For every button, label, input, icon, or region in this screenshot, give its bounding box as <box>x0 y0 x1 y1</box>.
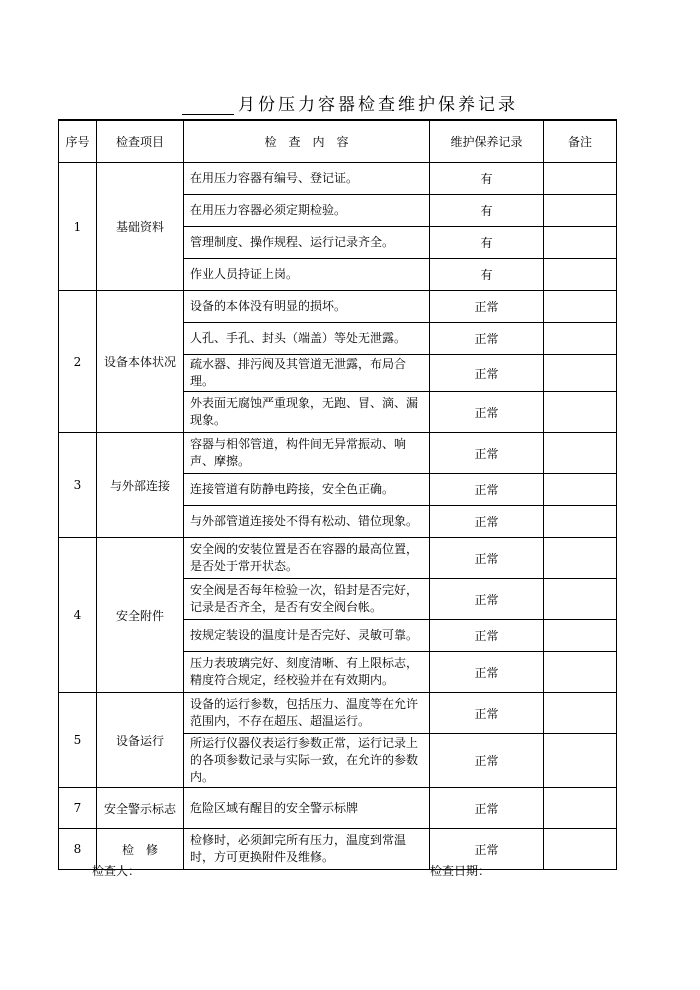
inspector-label: 检查人： <box>92 864 141 878</box>
remark-cell <box>544 291 617 323</box>
month-blank <box>182 97 234 115</box>
seq-cell: 2 <box>59 291 97 433</box>
table-header-row <box>59 120 617 163</box>
content-cell: 设备的本体没有明显的损坏。 <box>184 291 430 323</box>
seq-cell: 4 <box>59 538 97 693</box>
content-cell: 在用压力容器有编号、登记证。 <box>184 163 430 195</box>
record-cell: 有 <box>430 259 544 291</box>
record-cell: 正常 <box>430 829 544 870</box>
remark-cell <box>544 433 617 474</box>
table-row <box>59 693 617 734</box>
record-cell: 正常 <box>430 538 544 579</box>
record-cell: 正常 <box>430 734 544 788</box>
record-cell: 正常 <box>430 355 544 392</box>
record-cell: 正常 <box>430 323 544 355</box>
record-cell: 正常 <box>430 474 544 506</box>
table-row <box>59 163 617 195</box>
remark-cell <box>544 652 617 693</box>
table-row <box>59 788 617 829</box>
record-cell: 正常 <box>430 652 544 693</box>
content-cell: 连接管道有防静电跨接，安全色正确。 <box>184 474 430 506</box>
content-cell: 按规定装设的温度计是否完好、灵敏可靠。 <box>184 620 430 652</box>
category-cell: 检 修 <box>97 829 184 870</box>
record-cell: 正常 <box>430 392 544 433</box>
header-remark: 备注 <box>544 120 617 163</box>
remark-cell <box>544 474 617 506</box>
remark-cell <box>544 195 617 227</box>
record-cell: 有 <box>430 163 544 195</box>
seq-cell: 5 <box>59 693 97 788</box>
record-cell: 正常 <box>430 579 544 620</box>
remark-cell <box>544 259 617 291</box>
category-cell: 基础资料 <box>97 163 184 291</box>
table-row <box>59 433 617 474</box>
record-cell: 正常 <box>430 506 544 538</box>
remark-cell <box>544 227 617 259</box>
record-cell: 正常 <box>430 433 544 474</box>
header-content: 检 查 内 容 <box>184 120 430 163</box>
record-cell: 正常 <box>430 291 544 323</box>
remark-cell <box>544 392 617 433</box>
remark-cell <box>544 163 617 195</box>
remark-cell <box>544 323 617 355</box>
category-cell: 设备本体状况 <box>97 291 184 433</box>
record-cell: 有 <box>430 227 544 259</box>
table-row <box>59 291 617 323</box>
record-cell: 正常 <box>430 620 544 652</box>
seq-cell: 1 <box>59 163 97 291</box>
content-cell: 压力表玻璃完好、刻度清晰、有上限标志，精度符合规定，经校验并在有效期内。 <box>184 652 430 693</box>
content-cell: 危险区域有醒目的安全警示标牌 <box>184 788 430 829</box>
record-cell: 正常 <box>430 788 544 829</box>
table-row <box>59 538 617 579</box>
title-text: 月份压力容器检查维护保养记录 <box>238 95 518 115</box>
category-cell: 安全警示标志 <box>97 788 184 829</box>
remark-cell <box>544 693 617 734</box>
category-cell: 安全附件 <box>97 538 184 693</box>
category-cell: 设备运行 <box>97 693 184 788</box>
header-record: 维护保养记录 <box>430 120 544 163</box>
content-cell: 容器与相邻管道，构件间无异常振动、响声、摩擦。 <box>184 433 430 474</box>
content-cell: 管理制度、操作规程、运行记录齐全。 <box>184 227 430 259</box>
remark-cell <box>544 620 617 652</box>
header-category: 检查项目 <box>97 120 184 163</box>
content-cell: 与外部管道连接处不得有松动、错位现象。 <box>184 506 430 538</box>
content-cell: 安全阀的安装位置是否在容器的最高位置，是否处于常开状态。 <box>184 538 430 579</box>
remark-cell <box>544 355 617 392</box>
remark-cell <box>544 579 617 620</box>
seq-cell: 3 <box>59 433 97 538</box>
page-title <box>0 90 700 115</box>
content-cell: 检修时，必须卸完所有压力，温度到常温时，方可更换附件及维修。 <box>184 829 430 870</box>
content-cell: 外表面无腐蚀严重现象，无跑、冒、滴、漏现象。 <box>184 392 430 433</box>
remark-cell <box>544 506 617 538</box>
header-seq: 序号 <box>59 120 97 163</box>
inspection-table <box>58 119 617 870</box>
remark-cell <box>544 734 617 788</box>
record-cell: 有 <box>430 195 544 227</box>
table-row <box>59 829 617 870</box>
content-cell: 在用压力容器必须定期检验。 <box>184 195 430 227</box>
content-cell: 人孔、手孔、封头（端盖）等处无泄露。 <box>184 323 430 355</box>
content-cell: 作业人员持证上岗。 <box>184 259 430 291</box>
seq-cell: 8 <box>59 829 97 870</box>
content-cell: 疏水器、排污阀及其管道无泄露，布局合理。 <box>184 355 430 392</box>
record-cell: 正常 <box>430 693 544 734</box>
seq-cell: 7 <box>59 788 97 829</box>
remark-cell <box>544 538 617 579</box>
content-cell: 设备的运行参数，包括压力、温度等在允许范围内，不存在超压、超温运行。 <box>184 693 430 734</box>
inspection-date-label: 检查日期： <box>430 864 491 878</box>
content-cell: 安全阀是否每年检验一次，铅封是否完好，记录是否齐全，是否有安全阀台帐。 <box>184 579 430 620</box>
remark-cell <box>544 829 617 870</box>
remark-cell <box>544 788 617 829</box>
category-cell: 与外部连接 <box>97 433 184 538</box>
content-cell: 所运行仪器仪表运行参数正常，运行记录上的各项参数记录与实际一致，在允许的参数内。 <box>184 734 430 788</box>
